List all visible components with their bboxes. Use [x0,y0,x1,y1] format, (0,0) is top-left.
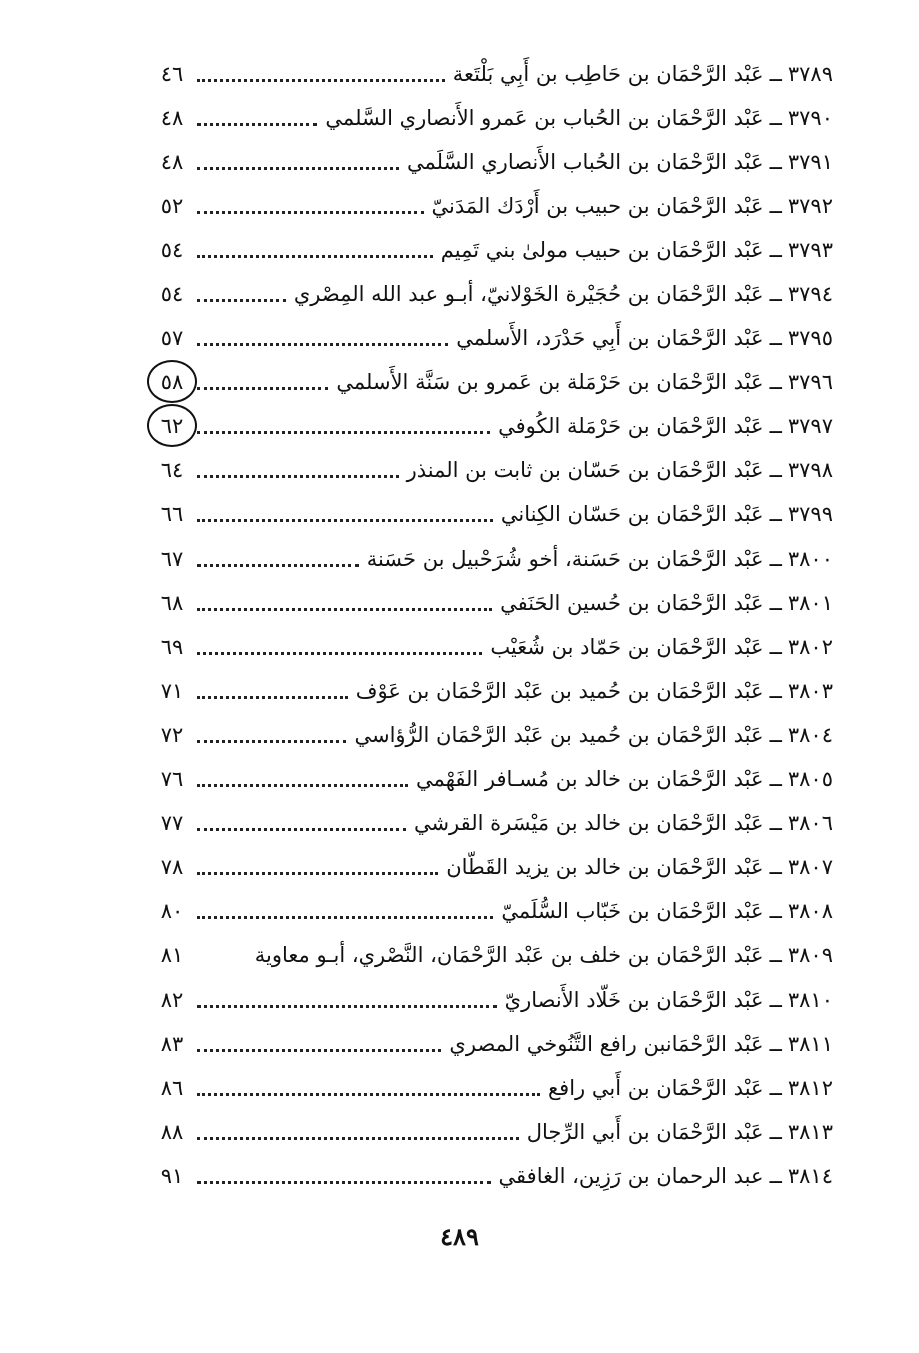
entry-number: ٣٨٠٧ [787,855,833,880]
entry-title: عَبْد الرَّحْمَان بن حَرْمَلة الكُوفي [498,414,764,439]
entry-dash: ــ [769,1031,782,1056]
entry-page-number: ٥٤ [160,282,184,307]
entry-page-number: ٤٦ [160,61,184,86]
entry-number: ٣٧٩٠ [787,105,833,130]
entry-number: ٣٨٠٨ [787,899,833,924]
dot-leader [197,652,482,655]
entry-dash: ــ [769,502,782,527]
entry-title: عَبْد الرَّحْمَان بن حَرْمَلة بن عَمرو بن سَنَّة الأَسلمي [336,370,764,395]
toc-entry [155,625,833,669]
entry-number: ٣٧٩٦ [787,370,833,395]
entry-page-number: ٦٨ [160,590,184,615]
toc-list [155,52,833,1198]
entry-title: عبد الرحمان بن رَزِين، الغافقي [498,1163,764,1188]
dot-leader [197,1005,497,1008]
entry-dash: ــ [769,678,782,703]
entry-title: عَبْد الرَّحْمَان بن حَاطِب بن أَبِي بَلْتَعة [452,61,764,86]
dot-leader [197,784,408,787]
entry-dash: ــ [769,326,782,351]
dot-leader [197,564,359,567]
toc-entry [155,846,833,890]
dot-leader [197,387,328,390]
entry-page-number: ٤٨ [160,105,184,130]
entry-dash: ــ [769,1119,782,1144]
entry-title: عَبْد الرَّحْمَان بن خالد بن يزيد القَطّان [446,855,764,880]
entry-number: ٣٧٩٧ [787,414,833,439]
entry-number: ٣٧٩٥ [787,326,833,351]
dot-leader [197,519,493,522]
entry-number: ٣٨١٤ [787,1163,833,1188]
entry-number: ٣٨٠٢ [787,634,833,659]
entry-dash: ــ [769,943,782,968]
entry-page-number: ٧٦ [160,767,184,792]
entry-dash: ــ [769,1075,782,1100]
entry-number: ٣٨١٠ [787,987,833,1012]
entry-dash: ــ [769,105,782,130]
entry-page-number: ٥٨ [155,372,189,393]
entry-dash: ــ [769,855,782,880]
entry-dash: ــ [769,193,782,218]
dot-leader [197,255,433,258]
toc-entry [155,361,833,405]
entry-title: عَبْد الرَّحْمَان بن حُميد بن عَبْد الرَّحْمَان الرُّؤاسي [354,722,764,747]
entry-dash: ــ [769,414,782,439]
toc-entry [155,493,833,537]
entry-number: ٣٧٩٩ [787,502,833,527]
entry-number: ٣٨٠٤ [787,722,833,747]
entry-number: ٣٨١١ [787,1031,833,1056]
entry-dash: ــ [769,899,782,924]
toc-entry [155,537,833,581]
dot-leader [197,431,490,434]
entry-number: ٣٧٩١ [787,149,833,174]
entry-page-number: ٨٨ [160,1119,184,1144]
dot-leader [197,1049,441,1052]
toc-entry [155,1154,833,1198]
toc-entry [155,934,833,978]
toc-entry [155,758,833,802]
toc-entry [155,890,833,934]
dot-leader [197,299,286,302]
entry-dash: ــ [769,987,782,1012]
entry-page-number: ٦٧ [160,546,184,571]
entry-page-number: ٨١ [160,943,184,968]
entry-page-number: ٨٣ [160,1031,184,1056]
toc-entry [155,1066,833,1110]
entry-number: ٣٧٨٩ [787,61,833,86]
entry-title: عَبْد الرَّحْمَان بن حَسَنة، أخو شُرَحْبيل بن حَسَنة [366,546,764,571]
entry-page-number: ٥٤ [160,237,184,262]
entry-title: عَبْد الرَّحْمَان بن أَبي الرِّجال [526,1119,764,1144]
entry-page-number: ٦٢ [155,416,189,437]
toc-entry [155,1110,833,1154]
entry-title: عَبْد الرَّحْمَان بن حبيب مولىٰ بني تَمِيم [440,237,764,262]
entry-number: ٣٨٠٦ [787,811,833,836]
entry-page-number: ٥٧ [160,326,184,351]
entry-title: عَبْد الرَّحْمَان بن حَسّان بن ثابت بن المنذر [406,458,764,483]
dot-leader [197,211,424,214]
entry-title: عَبْد الرَّحْمَان بن حُجَيْرة الخَوْلانيّ، أبـو عبد الله المِصْري [293,282,764,307]
entry-number: ٣٨١٣ [787,1119,833,1144]
entry-number: ٣٨٠١ [787,590,833,615]
dot-leader [197,872,438,875]
dot-leader [197,828,406,831]
entry-dash: ــ [769,1163,782,1188]
entry-number: ٣٧٩٨ [787,458,833,483]
entry-number: ٣٧٩٤ [787,282,833,307]
toc-entry [155,1022,833,1066]
entry-title: عَبْد الرَّحْمَان بن خالد بن مَيْسَرة القرشي [413,811,764,836]
entry-number: ٣٨٠٥ [787,767,833,792]
dot-leader [197,916,493,919]
toc-entry [155,140,833,184]
entry-number: ٣٧٩٢ [787,193,833,218]
dot-leader [197,123,317,126]
entry-page-number: ٧١ [160,678,184,703]
dot-leader [197,608,492,611]
dot-leader [197,343,448,346]
page-number: ٤٨٩ [440,1222,479,1251]
entry-dash: ــ [769,282,782,307]
entry-page-number: ٦٤ [160,458,184,483]
entry-page-number: ٧٨ [160,855,184,880]
entry-page-number: ٩١ [160,1163,184,1188]
entry-title: عَبْد الرَّحْمَان بن حُسين الحَنَفي [500,590,764,615]
entry-dash: ــ [769,767,782,792]
entry-number: ٣٨٠٣ [787,678,833,703]
entry-dash: ــ [769,370,782,395]
toc-entry [155,449,833,493]
entry-title: عَبْد الرَّحْمَان بن حَمّاد بن شُعَيْب [490,634,764,659]
entry-dash: ــ [769,149,782,174]
dot-leader [197,960,247,963]
dot-leader [197,475,399,478]
entry-page-number: ٨٠ [160,899,184,924]
entry-page-number: ٦٩ [160,634,184,659]
entry-page-number: ٧٢ [160,722,184,747]
dot-leader [197,696,348,699]
entry-dash: ــ [769,722,782,747]
entry-title: عَبْد الرَّحْمَانبن رافع التَّنُوخي المصري [449,1031,764,1056]
entry-title: عَبْد الرَّحْمَان بن حُميد بن عَبْد الرَّحْمَان بن عَوْف [355,678,764,703]
entry-number: ٣٧٩٣ [787,237,833,262]
entry-number: ٣٨٠٩ [787,943,833,968]
entry-dash: ــ [769,811,782,836]
toc-entry [155,978,833,1022]
entry-dash: ــ [769,458,782,483]
entry-dash: ــ [769,634,782,659]
toc-entry [155,802,833,846]
entry-title: عَبْد الرَّحْمَان بن خالد بن مُسـافر الفَهْمي [416,767,764,792]
toc-entry [155,405,833,449]
toc-entry [155,317,833,361]
entry-title: عَبْد الرَّحْمَان بن الحُباب الأَنصاري السَّلَمي [407,149,764,174]
entry-title: عَبْد الرَّحْمَان بن الحُباب بن عَمرو الأَنصاري السَّلمي [325,105,764,130]
entry-title: عَبْد الرَّحْمَان بن خلف بن عَبْد الرَّحْمَان، النَّصْري، أبـو معاوية [254,943,764,968]
entry-page-number: ٦٦ [160,502,184,527]
toc-entry [155,52,833,96]
entry-number: ٣٨١٢ [787,1075,833,1100]
toc-entry [155,713,833,757]
entry-dash: ــ [769,590,782,615]
entry-title: عَبْد الرَّحْمَان بن أَبِي حَدْرَد، الأَسلمي [456,326,764,351]
entry-page-number: ٨٦ [160,1075,184,1100]
toc-entry [155,96,833,140]
dot-leader [197,1137,519,1140]
toc-entry [155,184,833,228]
entry-title: عَبْد الرَّحْمَان بن حبيب بن أَرْدَك المَدَنيّ [431,193,764,218]
toc-entry [155,669,833,713]
entry-title: عَبْد الرَّحْمَان بن أَبي رافع [548,1075,764,1100]
entry-page-number: ٥٢ [160,193,184,218]
dot-leader [197,167,399,170]
dot-leader [197,79,445,82]
entry-title: عَبْد الرَّحْمَان بن حَسّان الكِناني [500,502,764,527]
entry-title: عَبْد الرَّحْمَان بن خَلّاد الأَنصاريّ [504,987,764,1012]
entry-number: ٣٨٠٠ [787,546,833,571]
toc-entry [155,272,833,316]
dot-leader [197,740,346,743]
entry-dash: ــ [769,61,782,86]
entry-dash: ــ [769,546,782,571]
toc-entry [155,228,833,272]
dot-leader [197,1181,491,1184]
entry-page-number: ٧٧ [160,811,184,836]
toc-entry [155,581,833,625]
entry-dash: ــ [769,237,782,262]
dot-leader [197,1093,540,1096]
entry-page-number: ٨٢ [160,987,184,1012]
entry-page-number: ٤٨ [160,149,184,174]
entry-title: عَبْد الرَّحْمَان بن خَبّاب السُّلَميّ [501,899,764,924]
